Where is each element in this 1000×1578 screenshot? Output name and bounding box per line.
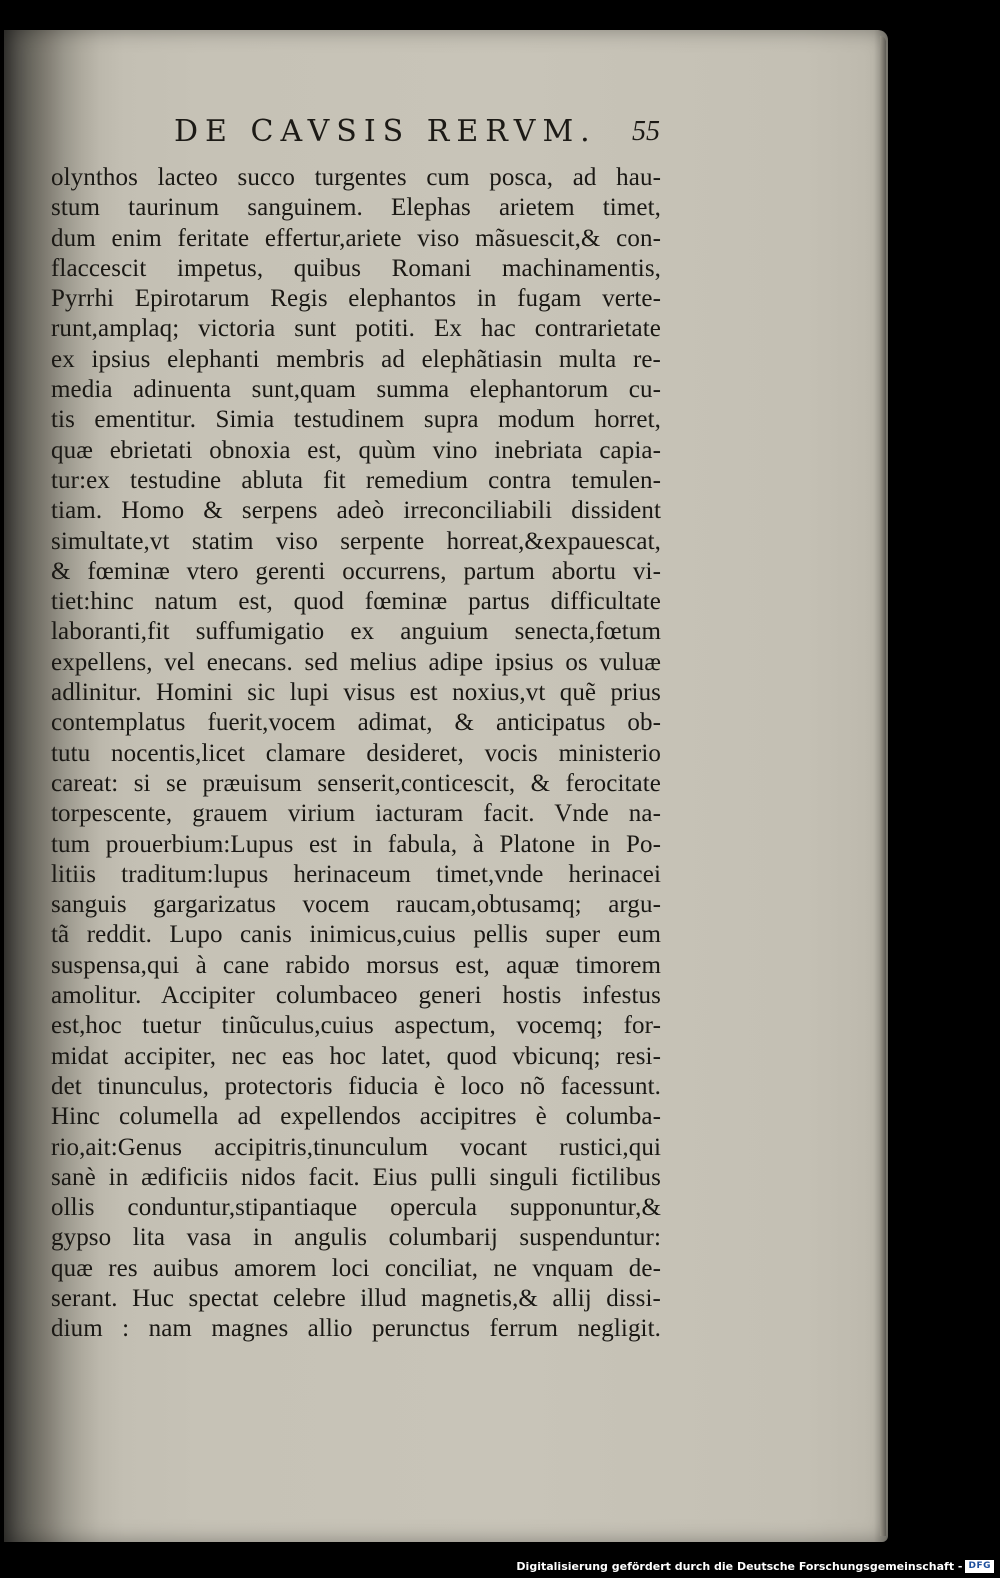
page-edge — [880, 36, 886, 1536]
text-line: Pyrrhi Epirotarum Regis elephantos in fugam verte- — [51, 285, 661, 313]
page-number: 55 — [632, 116, 660, 147]
text-line: tur:ex testudine abluta fit remedium contra temulen- — [51, 466, 661, 494]
text-line: adlinitur. Homini sic lupi visus est noxius,vt quẽ prius — [51, 679, 661, 707]
text-line: torpescente, grauem virium iacturam facit. Vnde na- — [51, 800, 661, 828]
text-line: careat: si se præuisum senserit,conticescit, & ferocitate — [51, 769, 661, 797]
text-line: laboranti,fit suffumigatio ex anguium senecta,fœtum — [51, 618, 661, 646]
text-line: ex ipsius elephanti membris ad elephãtiasin multa re- — [51, 345, 661, 373]
text-line: tum prouerbium:Lupus est in fabula, à Platone in Po- — [51, 830, 661, 858]
text-line: simultate,vt statim viso serpente horreat,&expauescat, — [51, 527, 661, 555]
text-line: olynthos lacteo succo turgentes cum posca, ad hau- — [51, 164, 661, 191]
text-line: gypso lita vasa in angulis columbarij suspenduntur: — [51, 1224, 661, 1252]
dfg-logo: DFG — [965, 1560, 994, 1573]
book-page — [4, 30, 888, 1542]
text-line: tiet:hinc natum est, quod fœminæ partus difficultate — [51, 588, 661, 616]
text-line: amolitur. Accipiter columbaceo generi hostis infestus — [51, 982, 661, 1010]
text-line: est,hoc tuetur tinũculus,cuius aspectum, vocemq; for- — [51, 1012, 661, 1040]
text-line: media adinuenta sunt,quam summa elephantorum cu- — [51, 376, 661, 404]
text-line: litiis traditum:lupus herinaceum timet,vnde herinacei — [51, 860, 661, 888]
text-line: expellens, vel enecans. sed melius adipe ipsius os vuluæ — [51, 648, 661, 676]
text-line: contemplatus fuerit,vocem adimat, & anticipatus ob- — [51, 709, 661, 737]
text-line: tiam. Homo & serpens adeò irreconciliabili dissident — [51, 497, 661, 525]
text-line: tutu nocentis,licet clamare desideret, vocis ministerio — [51, 739, 661, 767]
footer-credit-text: Digitalisierung gefördert durch die Deutsche Forschungsgemeinschaft - — [516, 1559, 963, 1573]
text-line: Hinc columella ad expellendos accipitres è columba- — [51, 1103, 661, 1131]
text-line: tis ementitur. Simia testudinem supra modum horret, — [51, 406, 661, 434]
running-head: DE CAVSIS RERVM. — [174, 114, 597, 149]
text-line: dum enim feritate effertur,ariete viso mãsuescit,& con- — [51, 224, 661, 252]
text-line: dium : nam magnes allio perunctus ferrum negligit. — [51, 1315, 661, 1343]
text-line: stum taurinum sanguinem. Elephas arietem timet, — [51, 194, 661, 222]
text-line: det tinunculus, protectoris fiducia è loco nõ facessunt. — [51, 1072, 661, 1100]
text-line: serant. Huc spectat celebre illud magnetis,& allij dissi- — [51, 1284, 661, 1312]
text-line: & fœminæ vtero gerenti occurrens, partum abortu vi- — [51, 557, 661, 585]
text-line: rio,ait:Genus accipitris,tinunculum vocant rustici,qui — [51, 1133, 661, 1161]
text-line: sanguis gargarizatus vocem raucam,obtusamq; argu- — [51, 891, 661, 919]
text-line: midat accipiter, nec eas hoc latet, quod vbicunq; resi- — [51, 1042, 661, 1070]
footer-credit — [516, 1558, 994, 1574]
text-line: ollis conduntur,stipantiaque opercula supponuntur,& — [51, 1194, 661, 1222]
text-line: flaccescit impetus, quibus Romani machinamentis, — [51, 254, 661, 282]
body-text — [51, 163, 661, 1345]
text-line: sanè in ædificiis nidos facit. Eius pulli singuli fictilibus — [51, 1163, 661, 1191]
text-line: quæ res auibus amorem loci conciliat, ne vnquam de- — [51, 1254, 661, 1282]
text-line: suspensa,qui à cane rabido morsus est, aquæ timorem — [51, 951, 661, 979]
text-line: runt,amplaq; victoria sunt potiti. Ex hac contrarietate — [51, 315, 661, 343]
text-line: quæ ebrietati obnoxia est, quùm vino inebriata capia- — [51, 436, 661, 464]
text-line: tã reddit. Lupo canis inimicus,cuius pellis super eum — [51, 921, 661, 949]
